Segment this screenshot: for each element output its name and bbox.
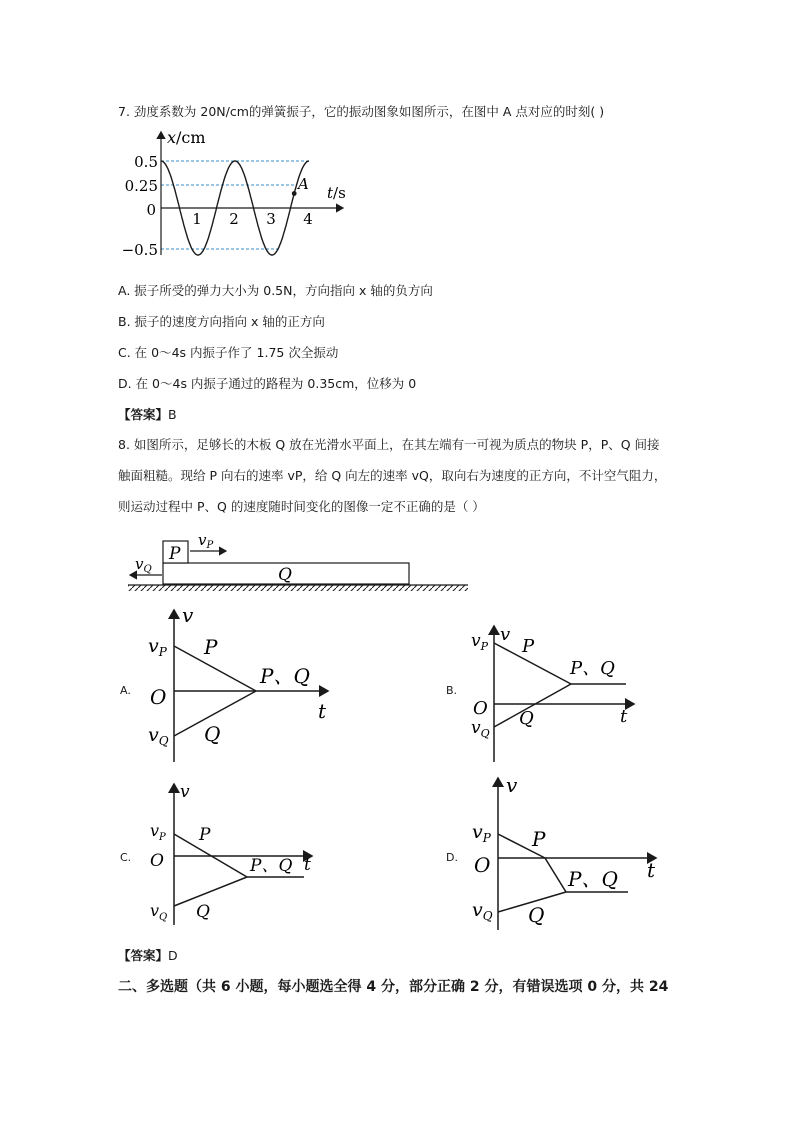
q8-answer-label: 【答案】 [118,948,169,963]
q8-block-p-label: P [169,544,181,564]
b-q-label: Q [519,708,534,729]
q7-point-a [292,191,297,196]
q7-ytick-0: 0 [146,201,156,219]
b-t-label: t [620,706,628,727]
q7-xtick-1: 1 [192,210,202,228]
q7-xtick-2: 2 [229,210,239,228]
c-line-q [174,877,247,906]
q8-setup-diagram [120,528,480,598]
q7-stem: 7. 劲度系数为 20N/cm的弹簧振子，它的振动图象如图所示，在图中 A 点对应的时刻( ) [118,104,605,119]
q8-option-b-letter: B. [446,684,458,697]
q8-answer-value: D [168,948,178,963]
q7-option-d: D. 在 0～4s 内振子通过的路程为 0.35cm，位移为 0 [118,376,417,391]
a-vp-label: $v_P$ [148,635,167,659]
q8-vq-label: $v_Q$ [135,555,152,575]
c-vp-label: $v_P$ [150,821,166,843]
q7-x-axis-label: t/s [327,184,346,202]
q8-option-a-letter: A. [120,684,131,697]
c-p-label: P [199,825,211,845]
c-v-label: v [180,782,190,802]
q7-xtick-4: 4 [303,210,313,228]
d-v-label: v [506,773,518,797]
q7-answer [118,405,177,423]
d-common-label: P、Q [568,867,618,891]
c-t-label: t [304,855,311,875]
q8-ground-hatch [128,585,468,591]
a-t-label: t [318,699,327,723]
q8-vp-label: $v_P$ [198,531,214,551]
a-p-label: P [204,635,218,659]
c-vq-label: $v_Q$ [150,901,168,923]
q7-option-c: C. 在 0～4s 内振子作了 1.75 次全振动 [118,345,339,360]
q8-option-b-graph [466,620,646,770]
q7-ytick-025: 0.25 [124,177,158,195]
d-vp-label: $v_P$ [472,821,491,845]
c-q-label: Q [196,902,210,922]
q8-option-d-graph [466,772,666,932]
q8-answer [118,946,178,964]
q7-answer-value: B [168,407,177,422]
b-vq-label: $v_Q$ [471,718,490,740]
d-q-label: Q [528,903,545,927]
b-p-label: P [522,636,535,657]
q8-option-a-graph [140,604,340,764]
d-origin-label: O [474,853,491,877]
c-origin-label: O [150,851,164,871]
a-origin-label: O [150,685,167,709]
a-q-label: Q [204,722,221,746]
b-common-label: P、Q [570,658,615,679]
b-vp-label: $v_P$ [471,631,489,653]
d-t-label: t [647,858,656,882]
q8-option-c-letter: C. [120,851,132,864]
q8-stem-line-2: 触面粗糙。现给 P 向右的速率 vP，给 Q 向左的速率 vQ，取向右为速度的正方向，不计空气阻力， [118,468,667,483]
q8-stem-line-1: 8. 如图所示，足够长的木板 Q 放在光滑水平面上，在其左端有一可视为质点的物块 P，P、Q 间接 [118,437,660,452]
d-p-label: P [532,827,546,851]
q8-board-q-label: Q [278,565,292,585]
d-vq-label: $v_Q$ [472,899,493,923]
d-line-p-2 [545,858,566,892]
b-origin-label: O [473,698,488,719]
q7-xtick-3: 3 [266,210,276,228]
q8-stem-line-3: 则运动过程中 P、Q 的速度随时间变化的图像一定不正确的是（ ） [118,499,485,514]
q7-y-axis-label: x/cm [167,128,206,147]
c-common-label: P、Q [250,856,293,876]
a-vq-label: $v_Q$ [148,724,169,748]
section-2-title: 二、多选题（共 6 小题，每小题选全得 4 分，部分正确 2 分，有错误选项 0 分，共 24 [118,979,669,995]
q8-option-d-letter: D. [446,851,458,864]
a-v-label: v [182,603,194,627]
q7-option-b: B. 振子的速度方向指向 x 轴的正方向 [118,314,325,329]
b-v-label: v [500,624,511,645]
q7-option-a: A. 振子所受的弹力大小为 0.5N，方向指向 x 轴的负方向 [118,283,433,298]
q7-answer-label: 【答案】 [118,407,169,422]
q8-option-c-graph [140,778,330,928]
a-common-label: P、Q [260,664,310,688]
q7-displacement-graph [118,126,358,266]
q7-ytick-neg05: −0.5 [121,241,158,259]
q7-point-a-label: A [298,175,309,193]
q7-ytick-05: 0.5 [134,153,158,171]
